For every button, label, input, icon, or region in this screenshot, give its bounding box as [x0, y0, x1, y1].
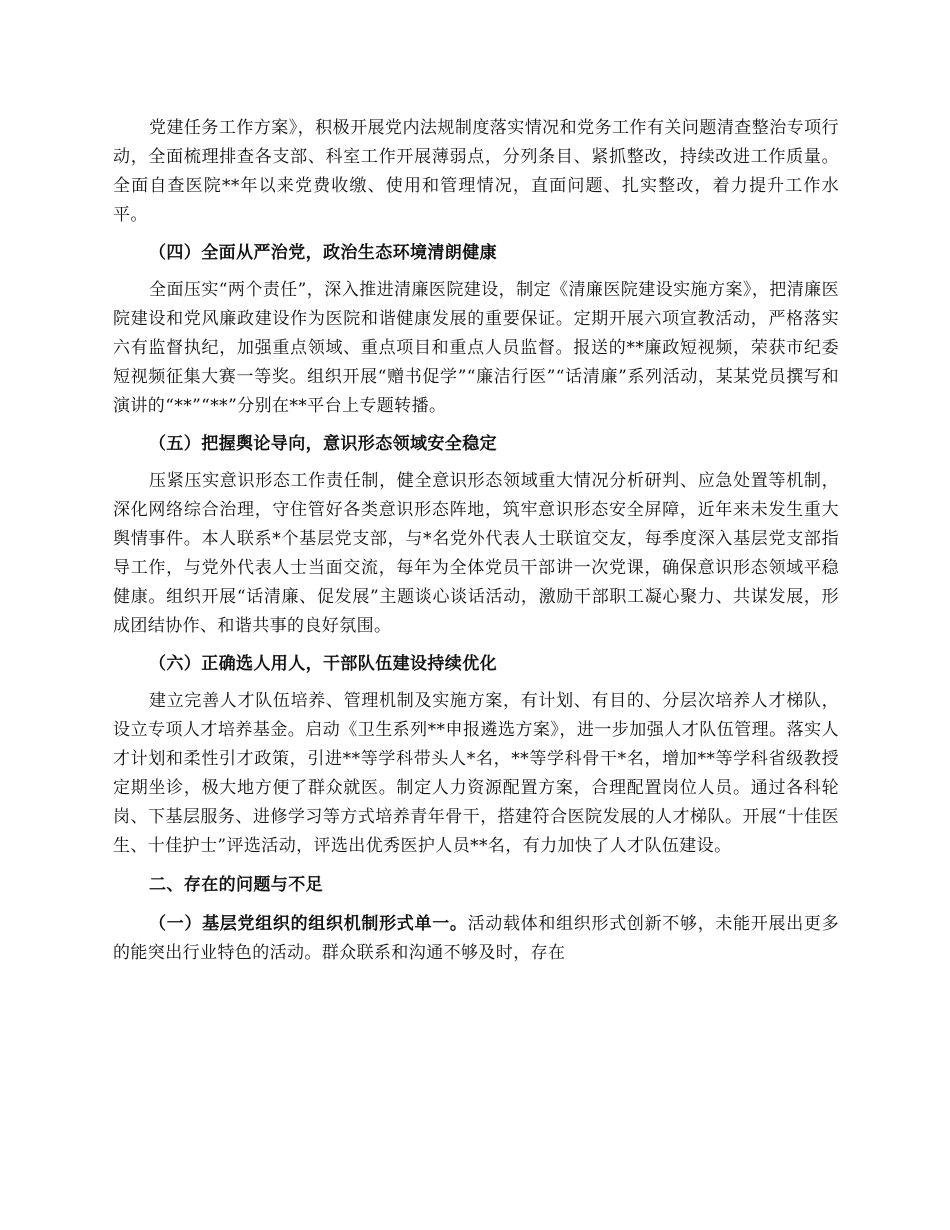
paragraph-section-6: 建立完善人才队伍培养、管理机制及实施方案，有计划、有目的、分层次培养人才梯队，设立专项人才培养基金。启动《卫生系列**申报遴选方案》，进一步加强人才队伍管理。落实人才计划和柔性引才政策，引进**等学科带头人*名，**等学科骨干*名，增加**等学科省级教授定期坐诊，极大地方便了群众就医。制定人力资源配置方案，合理配置岗位人员。通过各科轮岗、下基层服务、进修学习等方式培养青年骨干，搭建符合医院发展的人才梯队。开展“十佳医生、十佳护士”评选活动，评选出优秀医护人员**名，有力加快了人才队伍建设。 — [113, 691, 839, 856]
heading-section-5: （五）把握舆论导向，意识形态领域安全稳定 — [149, 434, 497, 454]
issue-1-lead: （一）基层党组织的组织机制形式单一。 — [149, 914, 468, 934]
heading-section-6: （六）正确选人用人，干部队伍建设持续优化 — [149, 654, 497, 674]
issue-1-text: 活动载体和组织形式创新不够，未能开展出更多的能突出行业特色的活动。群众联系和沟通不够及时，存在 — [113, 914, 840, 963]
paragraph-section-5: 压紧压实意识形态工作责任制，健全意识形态领域重大情况分析研判、应急处置等机制，深化网络综合治理，守住管好各类意识形态阵地，筑牢意识形态安全屏障，近年来未发生重大舆情事件。本人联系*个基层党支部，与*名党外代表人士联谊交友，每季度深入基层党支部指导工作，与党外代表人士当面交流，每年为全体党员干部讲一次党课，确保意识形态领域平稳健康。组织开展“话清廉、促发展”主题谈心谈话活动，激励干部职工凝心聚力、共谋发展，形成团结协作、和谐共事的良好氛围。 — [113, 471, 839, 636]
section-title-problems: 二、存在的问题与不足 — [149, 875, 323, 895]
paragraph-section-4: 全面压实“两个责任”，深入推进清廉医院建设，制定《清廉医院建设实施方案》，把清廉医院建设和党风廉政建设作为医院和谐健康发展的重要保证。定期开展六项宣教活动，严格落实六有监督执纪，加强重点领域、重点项目和重点人员监督。报送的**廉政短视频，荣获市纪委短视频征集大赛一等奖。组织开展“赠书促学”“廉洁行医”“话清廉”系列活动，某某党员撰写和演讲的“**”“**”分别在**平台上专题转播。 — [113, 280, 839, 416]
document-body — [113, 114, 839, 968]
paragraph-continuation: 党建任务工作方案》，积极开展党内法规制度落实情况和党务工作有关问题清查整治专项行动，全面梳理排查各支部、科室工作开展薄弱点，分列条目、紧抓整改，持续改进工作质量。全面自查医院**年以来党费收缴、使用和管理情况，直面问题、扎实整改，着力提升工作水平。 — [113, 118, 839, 225]
paragraph-issue-1 — [113, 910, 839, 968]
heading-section-4: （四）全面从严治党，政治生态环境清朗健康 — [149, 243, 497, 263]
